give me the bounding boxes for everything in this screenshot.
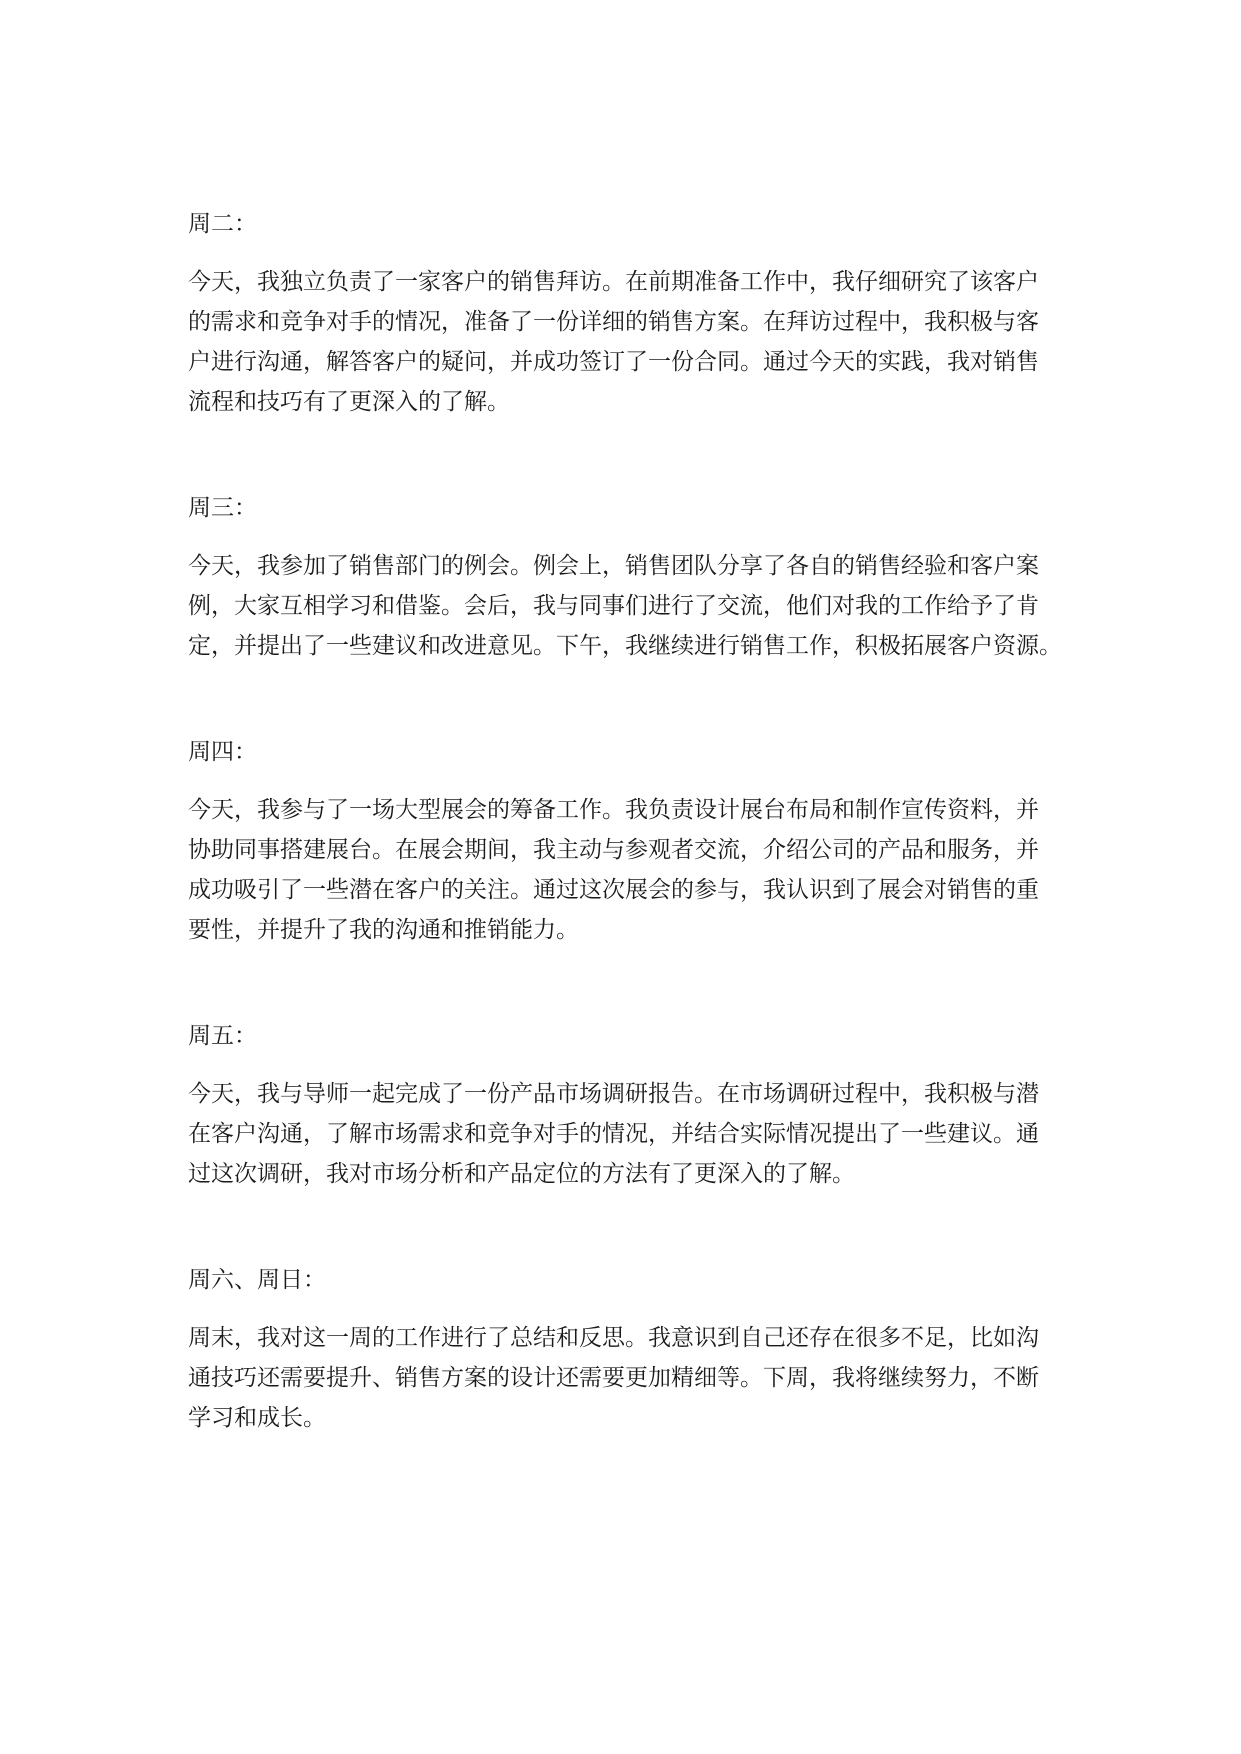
- paragraph-line: 例，大家互相学习和借鉴。会后，我与同事们进行了交流，他们对我的工作给予了肯: [188, 593, 1039, 619]
- section-thursday: [188, 732, 1058, 950]
- paragraph-line: 今天，我参与了一场大型展会的筹备工作。我负责设计展台布局和制作宣传资料，并: [188, 797, 1039, 823]
- paragraph-line: 在客户沟通，了解市场需求和竞争对手的情况，并结合实际情况提出了一些建议。通: [188, 1121, 1039, 1147]
- paragraph-line: 的需求和竞争对手的情况，准备了一份详细的销售方案。在拜访过程中，我积极与客: [188, 309, 1039, 335]
- section-heading: 周三：: [188, 495, 257, 521]
- paragraph-line: 成功吸引了一些潜在客户的关注。通过这次展会的参与，我认识到了展会对销售的重: [188, 877, 1039, 903]
- section-paragraph: [188, 262, 1058, 422]
- paragraph-line: 户进行沟通，解答客户的疑问，并成功签订了一份合同。通过今天的实践，我对销售: [188, 349, 1039, 375]
- paragraph-line: 通技巧还需要提升、销售方案的设计还需要更加精细等。下周，我将继续努力，不断: [188, 1365, 1039, 1391]
- section-heading: 周六、周日：: [188, 1267, 326, 1293]
- section-paragraph: [188, 1318, 1058, 1438]
- paragraph-line: 过这次调研，我对市场分析和产品定位的方法有了更深入的了解。: [188, 1161, 855, 1187]
- paragraph-line: 定，并提出了一些建议和改进意见。下午，我继续进行销售工作，积极拓展客户资源。: [188, 633, 1062, 659]
- section-paragraph: [188, 1074, 1058, 1194]
- paragraph-line: 流程和技巧有了更深入的了解。: [188, 389, 510, 415]
- section-paragraph: [188, 790, 1058, 950]
- paragraph-line: 学习和成长。: [188, 1405, 326, 1431]
- paragraph-line: 今天，我参加了销售部门的例会。例会上，销售团队分享了各自的销售经验和客户案: [188, 553, 1039, 579]
- paragraph-line: 周末，我对这一周的工作进行了总结和反思。我意识到自己还存在很多不足，比如沟: [188, 1325, 1039, 1351]
- paragraph-line: 要性，并提升了我的沟通和推销能力。: [188, 917, 579, 943]
- section-paragraph: [188, 546, 1062, 666]
- paragraph-line: 协助同事搭建展台。在展会期间，我主动与参观者交流，介绍公司的产品和服务，并: [188, 837, 1039, 863]
- section-weekend: [188, 1260, 1058, 1438]
- paragraph-line: 今天，我与导师一起完成了一份产品市场调研报告。在市场调研过程中，我积极与潜: [188, 1081, 1039, 1107]
- section-wednesday: [188, 488, 1062, 666]
- section-heading: 周五：: [188, 1023, 257, 1049]
- section-heading: 周四：: [188, 739, 257, 765]
- section-friday: [188, 1016, 1058, 1194]
- paragraph-line: 今天，我独立负责了一家客户的销售拜访。在前期准备工作中，我仔细研究了该客户: [188, 269, 1039, 295]
- section-heading: 周二：: [188, 211, 257, 237]
- section-tuesday: [188, 204, 1058, 422]
